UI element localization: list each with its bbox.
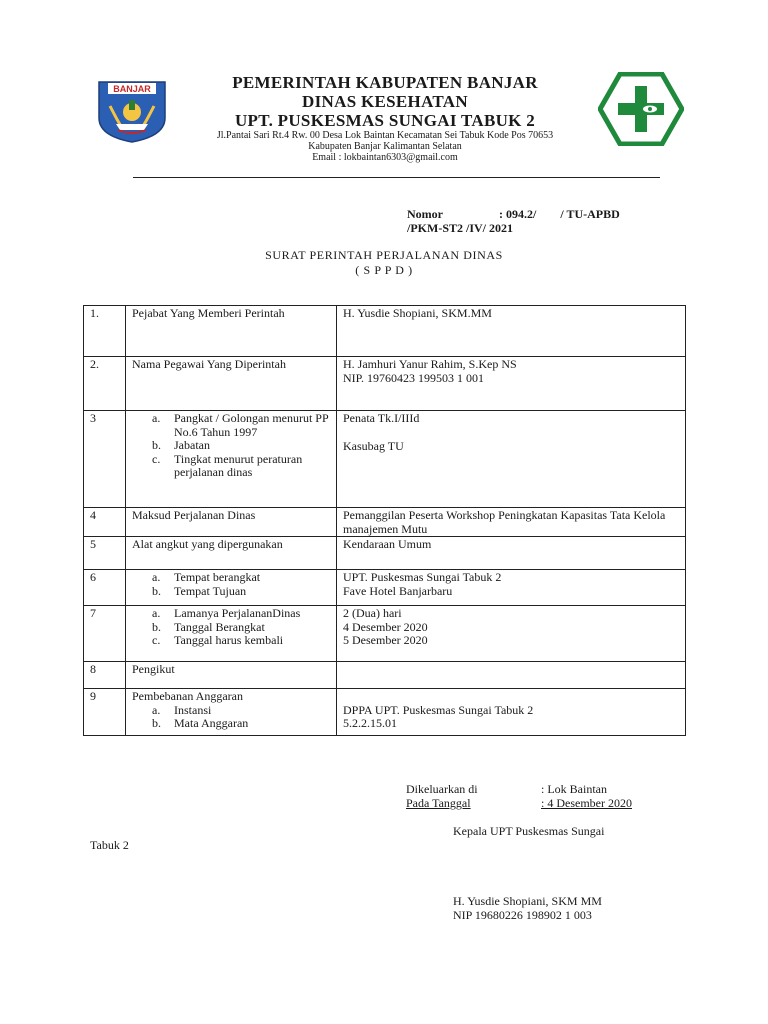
row-label xyxy=(126,606,337,662)
sub-item-letter: b. xyxy=(152,438,161,452)
sub-item-text: Tempat Tujuan xyxy=(174,583,247,598)
sub-item-letter: b. xyxy=(152,619,161,634)
letterhead-region: Kabupaten Banjar Kalimantan Selatan xyxy=(308,141,462,152)
signer-name: H. Yusdie Shopiani, SKM MM xyxy=(453,894,602,908)
table-row xyxy=(84,606,686,662)
sub-item-letter: b. xyxy=(152,716,161,730)
letterhead-department: DINAS KESEHATAN xyxy=(302,92,468,111)
row-label xyxy=(126,411,337,508)
sub-item-letter: a. xyxy=(152,606,161,620)
letterhead-government: PEMERINTAH KABUPATEN BANJAR xyxy=(232,73,538,92)
sub-item-text: Jabatan xyxy=(174,438,210,452)
row-number: 2. xyxy=(84,357,126,411)
row-label xyxy=(126,689,337,736)
signer-nip: NIP 19680226 198902 1 003 xyxy=(453,908,592,922)
row-label: Pengikut xyxy=(126,662,337,689)
sub-item-text: Tingkat menurut peraturan perjalanan dinas xyxy=(174,451,303,479)
sub-item-letter: b. xyxy=(152,583,161,598)
row-label: Maksud Perjalanan Dinas xyxy=(126,508,337,537)
table-row xyxy=(84,662,686,689)
nomor-value-continued: /PKM-ST2 /IV/ 2021 xyxy=(407,221,514,235)
budget-code: 5.2.2.15.01 xyxy=(343,716,397,730)
issued-place-label: Dikeluarkan di xyxy=(406,782,478,796)
banjar-regency-emblem-icon xyxy=(96,78,168,144)
table-row xyxy=(84,537,686,570)
row-value: Kendaraan Umum xyxy=(337,537,686,570)
table-row xyxy=(84,508,686,537)
duration-value: 2 (Dua) hari xyxy=(343,606,402,620)
row-number: 7 xyxy=(84,606,126,662)
sub-item-letter: a. xyxy=(152,570,161,584)
sub-item-text: Mata Anggaran xyxy=(174,716,249,730)
row-label xyxy=(126,570,337,606)
sub-item xyxy=(132,607,330,621)
sub-item xyxy=(132,571,330,585)
employee-name: H. Jamhuri Yanur Rahim, S.Kep NS xyxy=(343,357,517,371)
row-value xyxy=(337,662,686,689)
emblem-label: BANJAR xyxy=(113,84,151,94)
sub-item-letter: a. xyxy=(152,702,161,717)
sub-item xyxy=(132,412,330,439)
departure-place: UPT. Puskesmas Sungai Tabuk 2 xyxy=(343,570,502,584)
row-number: 5 xyxy=(84,537,126,570)
issued-place-value: : Lok Baintan xyxy=(541,782,607,796)
row-value xyxy=(337,606,686,662)
sppd-table xyxy=(83,305,686,736)
letterhead-divider xyxy=(133,177,660,178)
signer-position: Kepala UPT Puskesmas Sungai xyxy=(453,824,605,838)
sub-item-letter: a. xyxy=(152,411,161,425)
return-date: 5 Desember 2020 xyxy=(343,633,428,647)
sub-item-text: Lamanya PerjalananDinas xyxy=(174,606,301,620)
document-title: SURAT PERINTAH PERJALANAN DINAS xyxy=(265,248,503,262)
table-row xyxy=(84,357,686,411)
departure-date: 4 Desember 2020 xyxy=(343,619,428,634)
sub-item xyxy=(132,704,330,718)
row-value: Pemanggilan Peserta Workshop Peningkatan Kapasitas Tata Kelola manajemen Mutu xyxy=(337,508,686,537)
table-row xyxy=(84,689,686,736)
issued-date-value: : 4 Desember 2020 xyxy=(541,796,632,810)
letterhead-email: Email : lokbaintan6303@gmail.com xyxy=(312,152,458,163)
row-label: Nama Pegawai Yang Diperintah xyxy=(126,357,337,411)
nomor-value: : 094.2/ / TU-APBD xyxy=(499,207,620,221)
sub-item xyxy=(132,439,330,453)
puskesmas-cross-icon xyxy=(598,72,684,146)
row-number: 1. xyxy=(84,306,126,357)
row-number: 6 xyxy=(84,570,126,606)
row-label: Pejabat Yang Memberi Perintah xyxy=(126,306,337,357)
row-value xyxy=(337,411,686,508)
row-number: 3 xyxy=(84,411,126,508)
letterhead-unit: UPT. PUSKESMAS SUNGAI TABUK 2 xyxy=(234,111,536,130)
row-value: H. Yusdie Shopiani, SKM.MM xyxy=(337,306,686,357)
table-row xyxy=(84,411,686,508)
sub-item-letter: c. xyxy=(152,451,161,466)
sub-item-text: Tanggal harus kembali xyxy=(174,633,284,647)
sub-item xyxy=(132,717,330,731)
table-row xyxy=(84,570,686,606)
position-value: Kasubag TU xyxy=(343,438,404,453)
row-value xyxy=(337,570,686,606)
sub-item xyxy=(132,634,330,648)
nomor-label: Nomor xyxy=(407,207,443,221)
agency-value: DPPA UPT. Puskesmas Sungai Tabuk 2 xyxy=(343,702,534,717)
sub-item-text: Pangkat / Golongan menurut PP No.6 Tahun 1997 xyxy=(174,411,329,439)
row-value xyxy=(337,357,686,411)
row-value xyxy=(337,689,686,736)
employee-nip: NIP. 19760423 199503 1 001 xyxy=(343,370,485,385)
row-number: 8 xyxy=(84,662,126,689)
row-number: 9 xyxy=(84,689,126,736)
sub-item xyxy=(132,621,330,635)
sub-item-text: Tempat berangkat xyxy=(174,570,261,584)
row-label: Alat angkut yang dipergunakan xyxy=(126,537,337,570)
budget-label: Pembebanan Anggaran xyxy=(132,689,243,703)
rank-value: Penata Tk.I/IIId xyxy=(343,411,420,425)
letterhead-address: Jl.Pantai Sari Rt.4 Rw. 00 Desa Lok Baintan Kecamatan Sei Tabuk Kode Pos 70653 xyxy=(216,130,554,141)
issued-date-label: Pada Tanggal xyxy=(406,796,471,810)
row-number: 4 xyxy=(84,508,126,537)
sub-item xyxy=(132,453,330,480)
sub-item-letter: c. xyxy=(152,633,161,647)
sub-item xyxy=(132,585,330,599)
signer-position-continued: Tabuk 2 xyxy=(90,838,129,852)
sub-item-text: Tanggal Berangkat xyxy=(174,619,265,634)
sub-item-text: Instansi xyxy=(174,702,212,717)
table-row xyxy=(84,306,686,357)
destination-place: Fave Hotel Banjarbaru xyxy=(343,583,453,598)
document-abbreviation: ( S P P D ) xyxy=(355,263,413,277)
